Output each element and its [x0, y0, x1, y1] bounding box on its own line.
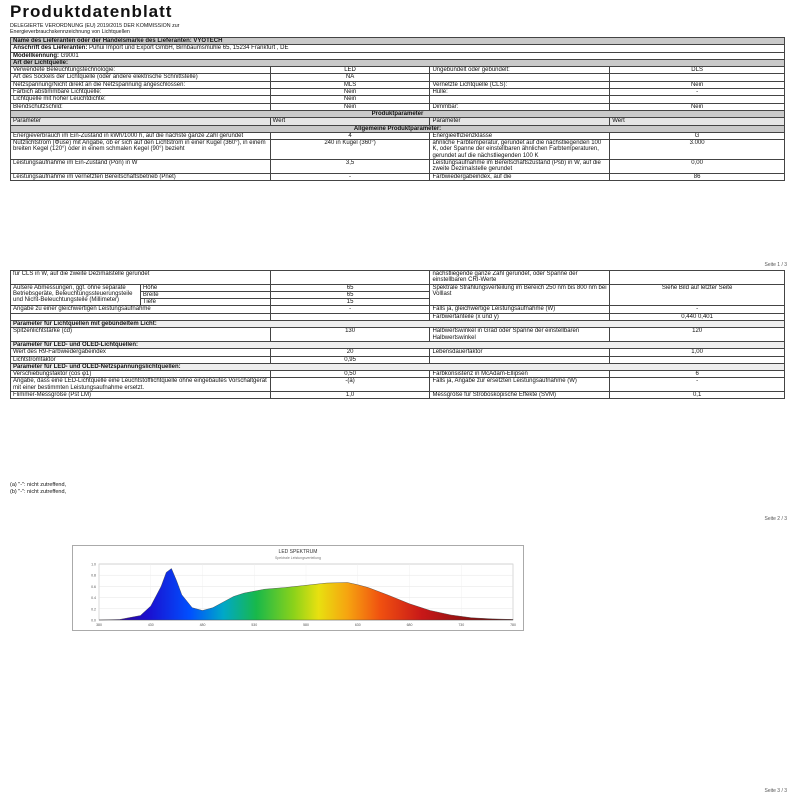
continued-right: nächstliegende ganze Zahl gerundet, oder Spanne der einstellbaren CRI-Werte — [430, 271, 610, 285]
dimension-name: Höhe — [140, 284, 270, 291]
supplier-address — [11, 45, 785, 52]
param-value: 3.000 — [610, 140, 785, 160]
type-label: Verwendete Beleuchtungstechnologie: — [11, 67, 271, 74]
chromaticity-row — [11, 313, 785, 320]
continued-left: für CLS in W, auf die zweite Dezimalstelle gerundet — [11, 271, 271, 285]
param-value: - — [610, 378, 785, 392]
param-value: 1,0 — [270, 392, 430, 399]
type-value: Nein — [270, 96, 430, 103]
param-value: 1,00 — [610, 349, 785, 356]
param-row — [11, 328, 785, 342]
page-2 — [0, 270, 795, 524]
product-parameters-heading: Produktparameter — [11, 110, 785, 117]
param-label: Flimmer-Messgröße (Pst LM) — [11, 392, 271, 399]
x-tick-label: 630 — [354, 623, 361, 627]
param-label — [430, 356, 610, 363]
param-row — [11, 173, 785, 180]
param-row — [11, 356, 785, 363]
product-table-page1 — [10, 37, 785, 181]
page-number: Seite 1 / 3 — [764, 262, 787, 268]
param-value: - — [270, 306, 430, 313]
param-value: 3,5 — [270, 160, 430, 174]
page-3 — [0, 524, 795, 795]
page-number: Seite 3 / 3 — [764, 788, 787, 794]
chart-title: LED SPEKTRUM — [278, 549, 318, 555]
type-label: Dimmbar: — [430, 103, 610, 110]
dimension-value: 65 — [270, 284, 430, 291]
page-1 — [0, 0, 795, 270]
type-value: NA — [270, 74, 430, 81]
param-label: Messgröße für Stroboskopische Effekte (SVM) — [430, 392, 610, 399]
dimensions-row — [11, 284, 785, 291]
type-row — [11, 89, 785, 96]
param-value: 6 — [610, 371, 785, 378]
x-tick-label: 430 — [147, 623, 154, 627]
param-label: Spitzenlichtstärke (cd) — [11, 328, 271, 342]
column-header: Parameter — [11, 118, 271, 125]
type-row — [11, 81, 785, 88]
dimension-value: 15 — [270, 299, 430, 306]
param-value: 240 in Kugel (360°) — [270, 140, 430, 160]
param-label: Farbwertanteile (x und y) — [430, 313, 610, 320]
x-tick-label: 480 — [199, 623, 206, 627]
spectral-value: Siehe Bild auf letzter Seite — [610, 284, 785, 306]
param-row — [11, 392, 785, 399]
param-value: - — [270, 173, 430, 180]
led-heading: Parameter für LED- und OLED-Lichtquellen: — [11, 341, 785, 348]
param-label: ähnliche Farbtemperatur, gerundet auf die nächstliegenden 100 K, oder Spanne der einstellbaren ähnlichen Farbtemperaturen, gerundet auf die nächstliegenden 100 K — [430, 140, 610, 160]
param-label: Falls ja, gleichwertige Leistungsaufnahme (W) — [430, 306, 610, 313]
param-value: 0,50 — [270, 371, 430, 378]
param-row — [11, 378, 785, 392]
model-label: Modellkennung: — [13, 52, 59, 59]
param-value — [610, 356, 785, 363]
bundled-heading: Parameter für Lichtquellen mit gebündeltem Licht: — [11, 321, 785, 328]
param-value: 0,440 0,401 — [610, 313, 785, 320]
param-value: 130 — [270, 328, 430, 342]
type-row — [11, 103, 785, 110]
param-label: Lebensdauerfaktor — [430, 349, 610, 356]
param-label: Wert des R9-Farbwiedergabeindex — [11, 349, 271, 356]
param-row — [11, 371, 785, 378]
type-label: Art des Sockels der Lichtquelle (oder andere elektrische Schnittstelle) — [11, 74, 271, 81]
dimension-value: 65 — [270, 291, 430, 298]
spectral-label: Spektrale Strahlungsverteilung im Bereich 250 nm bis 800 nm bei Volllast — [430, 284, 610, 306]
type-value: LED — [270, 67, 430, 74]
param-label: Falls ja, Angabe zur ersetzten Leistungsaufnahme (W) — [430, 378, 610, 392]
x-tick-label: 780 — [510, 623, 516, 627]
y-tick-label: 0.2 — [91, 607, 96, 612]
param-value: 0,00 — [610, 160, 785, 174]
y-tick-label: 0.0 — [91, 618, 96, 623]
type-value: Nein — [270, 103, 430, 110]
type-value: Nein — [610, 81, 785, 88]
product-table-page2 — [10, 270, 785, 399]
model-row — [11, 52, 785, 59]
type-row — [11, 74, 785, 81]
type-value — [610, 74, 785, 81]
type-label — [430, 74, 610, 81]
param-label: Angabe zu einer gleichwertigen Leistungsaufnahme — [11, 306, 271, 313]
type-value: MLS — [270, 81, 430, 88]
model-value: G9001 — [60, 52, 79, 59]
type-label: Hülle: — [430, 89, 610, 96]
footnote: (a) "-": nicht zutreffend, — [10, 482, 67, 488]
chart-subtitle: Spektrale Leistungsverteilung — [275, 556, 321, 560]
param-label: Angabe, dass eine LED-Lichtquelle eine Leuchtstofflichtquelle ohne eingebautes Vorschaltgerät mit einer bestimmten Leistungsaufnahme ersetzt. — [11, 378, 271, 392]
x-tick-label: 580 — [303, 623, 309, 627]
type-value: Nein — [610, 103, 785, 110]
param-label: Leistungsaufnahme im Ein-Zustand (Pon) in W — [11, 160, 271, 174]
x-tick-label: 530 — [251, 623, 258, 627]
type-value: - — [610, 89, 785, 96]
type-value: DLS — [610, 67, 785, 74]
param-value: 4 — [270, 132, 430, 139]
column-header: Wert — [270, 118, 430, 125]
y-tick-label: 0.8 — [91, 573, 96, 578]
type-row — [11, 96, 785, 103]
param-value: - — [610, 306, 785, 313]
type-label: Farbich abstimmbare Lichtquelle: — [11, 89, 271, 96]
param-value: -(a) — [270, 378, 430, 392]
y-tick-label: 0.4 — [91, 596, 96, 601]
param-label: Leistungsaufnahme im vernetzten Bereitschaftsbetrieb (Pnet) — [11, 173, 271, 180]
x-tick-label: 680 — [406, 623, 413, 627]
y-tick-label: 0.6 — [91, 584, 96, 589]
column-header-row — [11, 118, 785, 125]
spectrum-chart — [73, 546, 523, 630]
footnotes — [10, 482, 66, 495]
param-value: 86 — [610, 173, 785, 180]
footnote: (b) "-": nicht zutreffend, — [10, 488, 67, 495]
type-label: Ungebündelt oder gebündelt: — [430, 67, 610, 74]
document-title: Produktdatenblatt — [10, 2, 173, 21]
type-label: Lichtquelle mit hoher Leuchtdichte: — [11, 96, 271, 103]
column-header: Parameter — [430, 118, 610, 125]
supplier-heading: Name des Lieferanten oder der Handelsmarke des Lieferanten: VYOTECH — [11, 38, 785, 45]
regulation-line-1: DELEGIERTE VERORDNUNG (EU) 2019/2015 DER KOMMISSION zur — [10, 23, 180, 29]
spectrum-chart-frame — [72, 545, 524, 631]
param-label: Lichtstromfaktor — [11, 356, 271, 363]
type-value — [610, 96, 785, 103]
page-number: Seite 2 / 3 — [764, 516, 787, 522]
type-label — [430, 96, 610, 103]
mls-heading: Parameter für LED- und OLED-Netzspannungslichtquellen: — [11, 363, 785, 370]
address-value: Puhui Import und Export GmbH, Birnbaumsmühle 65, 15234 Frankfurt , DE — [89, 45, 289, 52]
type-row — [11, 67, 785, 74]
param-label: Nutzlichtstrom (Φuse) mit Angabe, ob er sich auf den Lichtstrom in einer Kugel (360°), in einem breiten Kegel (120°) oder in einem schmalen Kegel (90°) bezieht — [11, 140, 271, 160]
continued-row — [11, 271, 785, 285]
dimensions-label: Äußere Abmessungen, ggf. ohne separate Betriebsgeräte, Beleuchtungssteuerungsteile und Nicht-Beleuchtungsteile (Millimeter) — [11, 284, 141, 306]
dimension-name: Breite — [140, 291, 270, 298]
param-value: 0,95 — [270, 356, 430, 363]
regulation-line-2: Energieverbrauchskennzeichnung von Lichtquellen — [10, 29, 130, 35]
param-value: 20 — [270, 349, 430, 356]
param-label: Energieverbrauch im Ein-Zustand in kWh/1000 h, auf die nächste ganze Zahl gerundet — [11, 132, 271, 139]
y-tick-label: 1.0 — [91, 562, 96, 567]
param-label: Leistungsaufnahme im Bereitschaftszustand (Psb) in W, auf die zweite Dezimalstelle gerundet — [430, 160, 610, 174]
address-label: Anschrift des Lieferanten: — [13, 45, 88, 52]
param-label: Energieeffizienzklasse — [430, 132, 610, 139]
type-label: Blendschutzschild: — [11, 103, 271, 110]
param-label: Verschiebungsfaktor (cos φ1) — [11, 371, 271, 378]
param-row — [11, 349, 785, 356]
equivalent-row — [11, 306, 785, 313]
dimension-name: Tiefe — [140, 299, 270, 306]
type-label: Vernetzte Lichtquelle (CLS): — [430, 81, 610, 88]
param-row — [11, 132, 785, 139]
param-value: 120 — [610, 328, 785, 342]
light-type-heading: Art der Lichtquelle: — [11, 59, 785, 66]
x-tick-label: 380 — [96, 623, 102, 627]
param-value: 0,1 — [610, 392, 785, 399]
param-label: Halbwertswinkel in Grad oder Spanne der einstellbaren Halbwertswinkel — [430, 328, 610, 342]
column-header: Wert — [610, 118, 785, 125]
param-row — [11, 140, 785, 160]
param-value: G — [610, 132, 785, 139]
param-label: Farbwiedergabeindex, auf die — [430, 173, 610, 180]
type-value: Nein — [270, 89, 430, 96]
x-tick-label: 730 — [458, 623, 465, 627]
general-parameters-heading: Allgemeine Produktparameter: — [11, 125, 785, 132]
type-label: Netzspannung/Nicht direkt an die Netzspannung angeschlossen: — [11, 81, 271, 88]
param-row — [11, 160, 785, 174]
param-label: Farbkonsistenz in McAdam-Ellipsen — [430, 371, 610, 378]
